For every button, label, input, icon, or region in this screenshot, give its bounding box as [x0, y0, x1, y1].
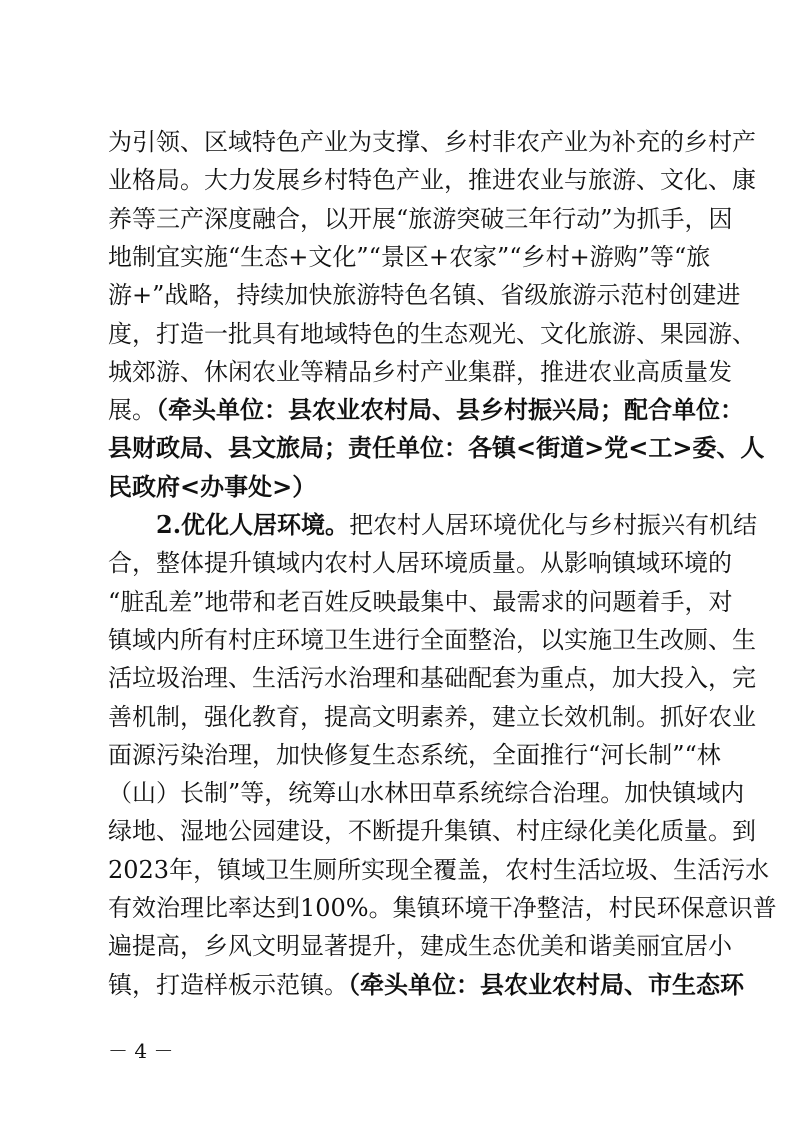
responsible-units-text: 民政府<办事处>）: [108, 472, 317, 501]
text-line: 镇域内所有村庄环境卫生进行全面整治，以实施卫生改厕、生: [108, 625, 756, 654]
page-number: － 4 －: [108, 1039, 174, 1063]
text-segment: 展。: [108, 396, 156, 425]
text-line: “脏乱差”地带和老百姓反映最集中、最需求的问题着手，对: [108, 587, 733, 616]
text-segment: 镇，打造样板示范镇。: [108, 970, 348, 999]
text-line: 绿地、湿地公园建设，不断提升集镇、村庄绿化美化质量。到: [108, 817, 756, 846]
text-line: 遍提高，乡风文明显著提升，建成生态优美和谐美丽宜居小: [108, 932, 732, 961]
text-line: （山）长制”等，统筹山水林田草系统综合治理。加快镇域内: [108, 779, 745, 808]
text-line: 城郊游、休闲农业等精品乡村产业集群，推进农业高质量发: [108, 357, 732, 386]
text-line: 面源污染治理，加快修复生态系统，全面推行“河长制”“林: [108, 740, 721, 769]
text-line: 为引领、区域特色产业为支撑、乡村非农产业为补充的乡村产: [108, 128, 756, 156]
responsible-units-text: （牵头单位：县农业农村局、县乡村振兴局；配合单位：: [156, 396, 744, 425]
text-line: 地制宜实施“生态+文化”“景区+农家”“乡村+游购”等“旅: [108, 242, 711, 271]
text-line: [108, 395, 744, 425]
text-line: 善机制，强化教育，提高文明素养，建立长效机制。抓好农业: [108, 702, 756, 731]
text-line: 养等三产深度融合，以开展“旅游突破三年行动”为抓手，因: [108, 204, 733, 233]
text-line: 游+”战略，持续加快旅游特色名镇、省级旅游示范村创建进: [108, 281, 741, 310]
text-line: 度，打造一批具有地域特色的生态观光、文化旅游、果园游、: [108, 319, 756, 348]
responsible-units-text: （牵头单位：县农业农村局、市生态环: [348, 970, 744, 999]
text-line: [156, 510, 758, 540]
responsible-units-text: 县财政局、县文旅局；责任单位：各镇<街道>党<工>委、人: [108, 434, 765, 463]
text-line: 有效治理比率达到100%。集镇环境干净整洁，村民环保意识普: [108, 894, 777, 922]
text-line: 合，整体提升镇域内农村人居环境质量。从影响镇域环境的: [108, 549, 732, 578]
text-line: 2023年，镇域卫生厕所实现全覆盖，农村生活垃圾、生活污水: [108, 855, 770, 884]
section-heading: 2.优化人居环境。: [156, 510, 350, 539]
text-line: [108, 970, 744, 1000]
text-line: 活垃圾治理、生活污水治理和基础配套为重点，加大投入，完: [108, 664, 756, 693]
text-line: 业格局。大力发展乡村特色产业，推进农业与旅游、文化、康: [108, 166, 756, 195]
text-segment: 把农村人居环境优化与乡村振兴有机结: [349, 511, 758, 539]
